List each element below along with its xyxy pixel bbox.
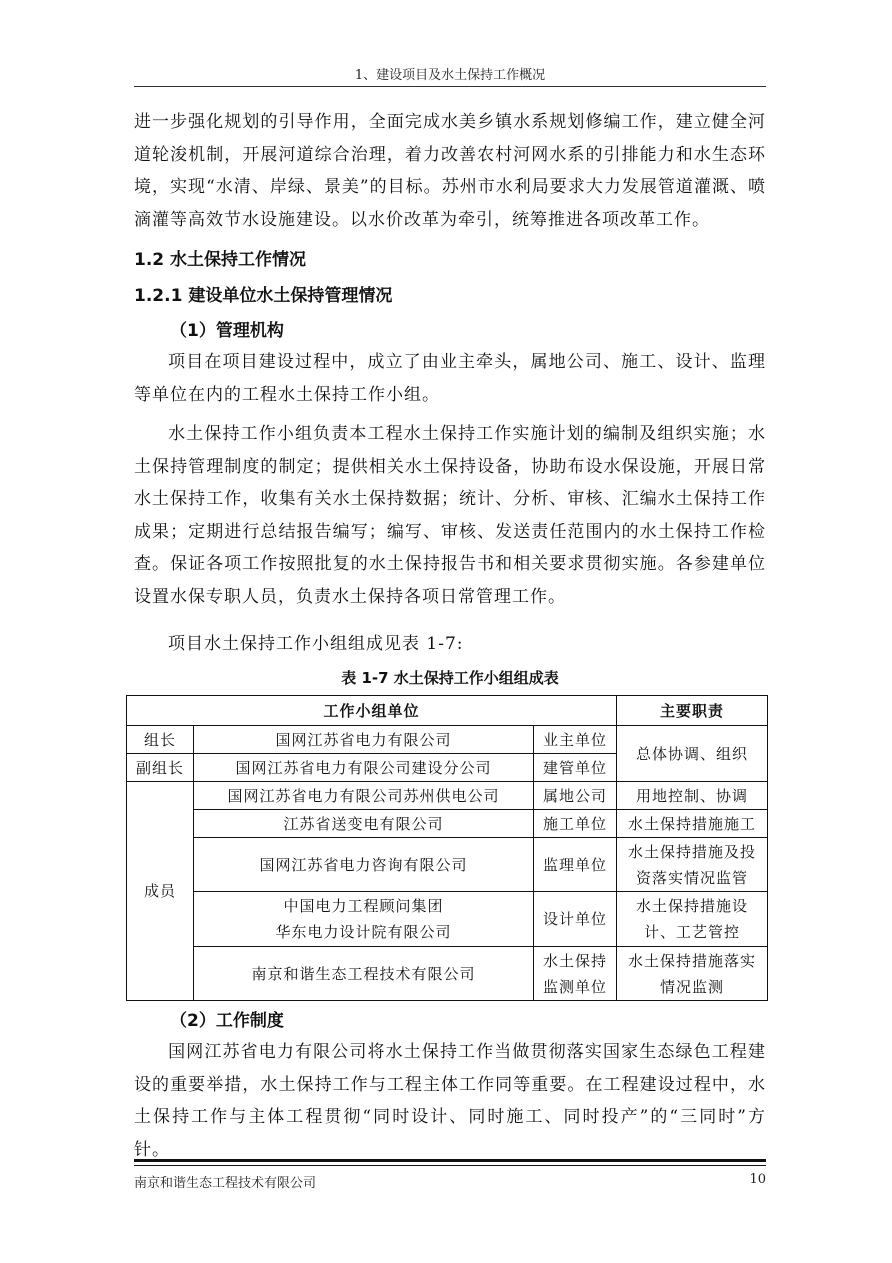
table-row [127, 838, 768, 892]
paragraph-table-ref [134, 628, 766, 661]
paragraph-water-system: 进一步强化规划的引导作用，全面完成水美乡镇水系规划修编工作，建立健全河道轮浚机制，开展河道综合治理，着力改善农村河网水系的引排能力和水生态环境，实现“水清、岸绿、景美”的目标。苏州市水利局要求大力发展管道灌溉、喷滴灌等高效节水设施建设。以水价改革为牵引，统筹推进各项改革工作。 [134, 112, 766, 230]
section-heading-1-2-1: 1.2.1 建设单位水土保持管理情况 [134, 286, 393, 306]
duty-line: 情况监测 [660, 977, 725, 996]
org-cell: 国网江苏省电力咨询有限公司 [194, 838, 534, 892]
org-line: 中国电力工程顾问集团 [283, 897, 444, 915]
duty-cell [617, 892, 768, 947]
duty-cell [617, 838, 768, 892]
paragraph-table-ref-text: 项目水土保持工作小组组成见表 1-7: [168, 634, 464, 654]
duty-cell: 水土保持措施施工 [617, 810, 768, 838]
header-duty: 主要职责 [617, 696, 768, 726]
table-row [127, 947, 768, 1001]
type-cell: 属地公司 [534, 782, 617, 810]
table-row [127, 810, 768, 838]
org-cell: 江苏省送变电有限公司 [194, 810, 534, 838]
type-line: 监测单位 [543, 977, 608, 996]
org-cell: 国网江苏省电力有限公司 [194, 726, 534, 754]
duty-cell: 用地控制、协调 [617, 782, 768, 810]
paragraph-working-group [134, 346, 766, 411]
duty-cell [617, 947, 768, 1001]
org-cell: 南京和谐生态工程技术有限公司 [194, 947, 534, 1001]
page-number: 10 [749, 1172, 766, 1187]
type-cell: 设计单位 [534, 892, 617, 947]
paragraph-working-group-text: 项目在项目建设过程中，成立了由业主牵头，属地公司、施工、设计、监理等单位在内的工程水土保持工作小组。 [134, 352, 766, 405]
running-header: 1、建设项目及水土保持工作概况 [354, 68, 546, 83]
duty-line: 计、工艺管控 [644, 923, 741, 941]
footer-rule-thin [134, 1165, 766, 1166]
paragraph-work-system [134, 1036, 766, 1166]
duty-line: 水土保持措施设 [636, 897, 749, 915]
paragraph-work-system-text: 国网江苏省电力有限公司将水土保持工作当做贯彻落实国家生态绿色工程建设的重要举措，水土保持工作与工程主体工作同等重要。在工程建设过程中，水土保持工作与主体工程贯彻“同时设计、同时施工、同时投产”的“三同时”方针。 [134, 1042, 766, 1160]
role-cell: 成员 [127, 782, 194, 1001]
footer-company: 南京和谐生态工程技术有限公司 [134, 1176, 317, 1191]
header-unit: 工作小组单位 [127, 696, 617, 726]
duty-cell: 总体协调、组织 [617, 726, 768, 782]
type-cell: 业主单位 [534, 726, 617, 754]
section-heading-1-2: 1.2 水土保持工作情况 [134, 250, 307, 270]
role-cell: 副组长 [127, 754, 194, 782]
type-cell: 施工单位 [534, 810, 617, 838]
header-rule [134, 86, 766, 87]
org-cell: 国网江苏省电力有限公司苏州供电公司 [194, 782, 534, 810]
type-cell [534, 947, 617, 1001]
table-header-row [127, 696, 768, 726]
org-cell [194, 892, 534, 947]
working-group-table [126, 695, 768, 1001]
paragraph-group-duties [134, 418, 766, 614]
type-line: 水土保持 [543, 951, 608, 970]
type-cell: 建管单位 [534, 754, 617, 782]
table-caption: 表 1-7 水土保持工作小组组成表 [341, 669, 559, 687]
duty-line: 水土保持措施落实 [628, 951, 757, 970]
footer-rule-thick [134, 1159, 766, 1162]
type-cell: 监理单位 [534, 838, 617, 892]
subheading-work-system: （2）工作制度 [170, 1011, 284, 1031]
role-cell: 组长 [127, 726, 194, 754]
org-cell: 国网江苏省电力有限公司建设分公司 [194, 754, 534, 782]
table-row [127, 892, 768, 947]
duty-line: 水土保持措施及投 [628, 842, 757, 861]
subheading-management-org: （1）管理机构 [170, 321, 284, 341]
paragraph-group-duties-text: 水土保持工作小组负责本工程水土保持工作实施计划的编制及组织实施；水土保持管理制度的制定；提供相关水土保持设备，协助布设水保设施，开展日常水土保持工作，收集有关水土保持数据；统计、分析、审核、汇编水土保持工作成果；定期进行总结报告编写；编写、审核、发送责任范围内的水土保持工作检查。保证各项工作按照批复的水土保持报告书和相关要求贯彻实施。各参建单位设置水保专职人员，负责水土保持各项日常管理工作。 [134, 424, 766, 607]
org-line: 华东电力设计院有限公司 [275, 923, 452, 941]
duty-line: 资落实情况监管 [636, 868, 749, 887]
table-row [127, 782, 768, 810]
table-row [127, 726, 768, 754]
